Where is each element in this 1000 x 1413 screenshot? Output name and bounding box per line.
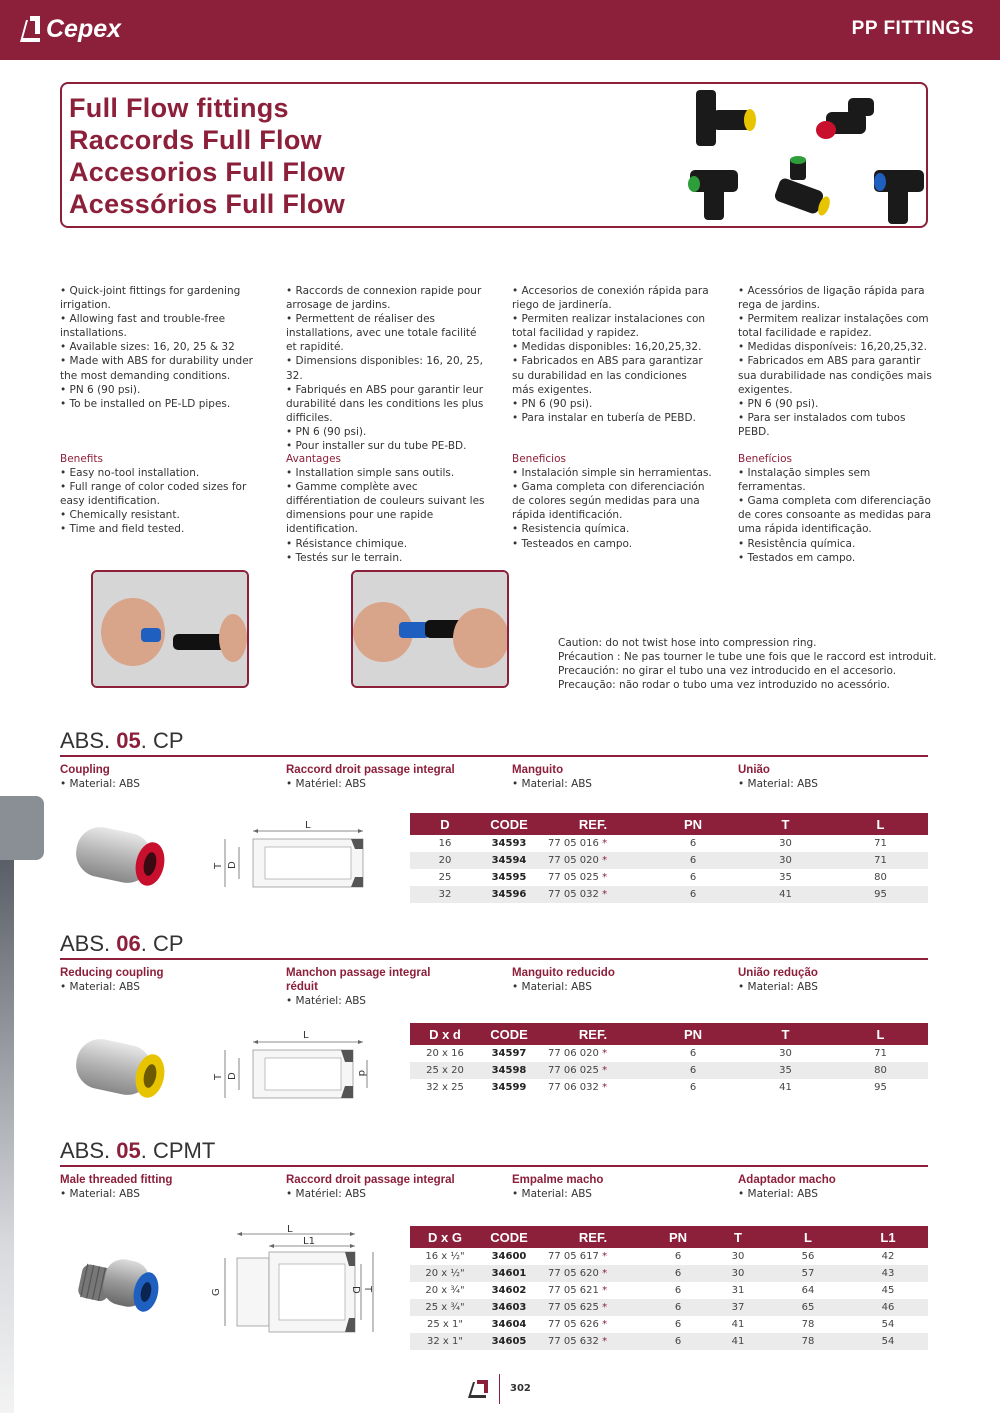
- benefits-heading: Avantages: [286, 453, 342, 465]
- benefits-column-es: [512, 452, 712, 551]
- product-material: • Material: ABS: [60, 1188, 140, 1200]
- table-cell: 34604: [480, 1316, 538, 1333]
- table-cell: 95: [833, 886, 928, 903]
- product-name-es: [512, 966, 722, 994]
- material-text: Material: ABS: [747, 981, 818, 993]
- product-name-en: [60, 1173, 270, 1201]
- coupling-red-image: [70, 820, 170, 892]
- table-row: [410, 1333, 928, 1350]
- product-name-en: [60, 966, 270, 994]
- title-line: Acessórios Full Flow: [69, 189, 346, 219]
- table-header: L: [768, 1226, 848, 1248]
- table-cell: 34602: [480, 1282, 538, 1299]
- benefit-bullet: • Installation simple sans outils.: [286, 466, 486, 480]
- section-rule: [60, 958, 928, 960]
- intro-bullet: • Para instalar en tubería de PEBD.: [512, 411, 712, 425]
- ref-text: 77 06 025: [548, 1065, 599, 1076]
- table-cell: 34600: [480, 1248, 538, 1265]
- dim-label: D: [227, 861, 238, 869]
- table-row: [410, 1248, 928, 1265]
- benefit-bullet: • Gamme complète avec différentiation de couleurs suivant les dimensions pour une rapide identification.: [286, 480, 486, 536]
- table-cell: 6: [648, 1282, 708, 1299]
- benefit-bullet: • Resistencia química.: [512, 522, 712, 536]
- table-cell: 77 05 620 *: [538, 1265, 648, 1282]
- table-header: REF.: [538, 1023, 648, 1045]
- product-material: • Matériel: ABS: [286, 778, 366, 790]
- dim-label: D: [227, 1072, 238, 1080]
- table-cell: 30: [738, 852, 833, 869]
- section-number: 06: [116, 931, 141, 956]
- product-name: Manguito: [512, 764, 564, 776]
- benefit-bullet: • Easy no-tool installation.: [60, 466, 270, 480]
- product-material: • Material: ABS: [738, 778, 818, 790]
- benefits-heading: Beneficios: [512, 453, 566, 465]
- table-cell: 34597: [480, 1045, 538, 1062]
- table-cell: 77 05 621 *: [538, 1282, 648, 1299]
- intro-bullet: • Quick-joint fittings for gardening irrigation.: [60, 284, 270, 312]
- caution-line: Precaución: no girar el tubo una vez introducido en el accesorio.: [558, 665, 897, 678]
- table-cell: 95: [833, 1079, 928, 1096]
- benefit-bullet: • Résistance chimique.: [286, 537, 486, 551]
- table-cell: 77 05 632 *: [538, 1333, 648, 1350]
- table-cell: 35: [738, 869, 833, 886]
- ref-text: 77 05 020: [548, 855, 599, 866]
- table-row: [410, 1079, 928, 1096]
- material-text: Material: ABS: [521, 778, 592, 790]
- table-row: [410, 1265, 928, 1282]
- table-cell: 77 06 032 *: [538, 1079, 648, 1096]
- product-name: Adaptador macho: [738, 1174, 836, 1186]
- table-cell: 34599: [480, 1079, 538, 1096]
- intro-bullet: • Made with ABS for durability under the most demanding conditions.: [60, 354, 270, 382]
- table-cell: 45: [848, 1282, 928, 1299]
- intro-bullet: • Fabricados en ABS para garantizar su durabilidad en las condiciones más exigentes.: [512, 354, 712, 396]
- table-cell: 71: [833, 835, 928, 852]
- product-name: Male threaded fitting: [60, 1174, 173, 1186]
- table-cell: 6: [648, 1248, 708, 1265]
- section-rule: [60, 1165, 928, 1167]
- intro-bullet: • Medidas disponibles: 16,20,25,32.: [512, 340, 712, 354]
- table-header: T: [708, 1226, 768, 1248]
- section-suffix: . CP: [140, 931, 184, 956]
- table-cell: 41: [738, 1079, 833, 1096]
- intro-bullet: • Accesorios de conexión rápida para riego de jardinería.: [512, 284, 712, 312]
- table-cell: 57: [768, 1265, 848, 1282]
- product-material: • Matériel: ABS: [286, 995, 366, 1007]
- product-name: Raccord droit passage integral: [286, 1174, 455, 1186]
- caution-line: Caution: do not twist hose into compression ring.: [558, 637, 817, 649]
- table-cell: 6: [648, 1299, 708, 1316]
- title-line: Full Flow fittings: [69, 93, 289, 123]
- table-cell: 30: [738, 1045, 833, 1062]
- fittings-product-image: [676, 84, 926, 228]
- benefit-bullet: • Instalación simple sin herramientas.: [512, 466, 712, 480]
- table-cell: 54: [848, 1316, 928, 1333]
- table-cell: 30: [738, 835, 833, 852]
- product-name: Empalme macho: [512, 1174, 604, 1186]
- table-cell: 6: [648, 1062, 738, 1079]
- table-cell: 41: [708, 1333, 768, 1350]
- table-cell: 34595: [480, 869, 538, 886]
- table-row: [410, 1062, 928, 1079]
- table-cell: 71: [833, 852, 928, 869]
- benefit-bullet: • Gama completa com diferenciação de cores consoante as medidas para uma rápida identificação.: [738, 494, 938, 536]
- material-text: Material: ABS: [747, 1188, 818, 1200]
- table-cell: 56: [768, 1248, 848, 1265]
- table-cell: 30: [708, 1248, 768, 1265]
- section-number: 05: [116, 1138, 141, 1163]
- ref-text: 77 05 032: [548, 889, 599, 900]
- benefits-column-fr: [286, 452, 486, 565]
- table-cell: 6: [648, 835, 738, 852]
- ref-text: 77 05 626: [548, 1319, 599, 1330]
- reducing-coupling-yellow-image: [70, 1032, 170, 1104]
- product-material: • Material: ABS: [60, 981, 140, 993]
- dim-label: T: [213, 862, 224, 869]
- product-name: Coupling: [60, 764, 110, 776]
- product-name-es: [512, 1173, 722, 1201]
- intro-bullet: • PN 6 (90 psi).: [512, 397, 712, 411]
- title-box: [60, 82, 928, 228]
- material-text: Material: ABS: [747, 778, 818, 790]
- dim-label: L: [287, 1224, 293, 1235]
- specs-table-abs05cpmt: [410, 1226, 928, 1350]
- table-cell: 6: [648, 869, 738, 886]
- footer-separator: [499, 1374, 500, 1404]
- table-cell: 30: [708, 1265, 768, 1282]
- product-name: Reducing coupling: [60, 967, 164, 979]
- side-tab: [0, 796, 44, 860]
- dim-label: L: [303, 1030, 309, 1041]
- table-cell: 42: [848, 1248, 928, 1265]
- table-cell: 32: [410, 886, 480, 903]
- caution-line: Precaução: não rodar o tubo uma vez introduzido no acessório.: [558, 679, 890, 692]
- table-header: REF.: [538, 1226, 648, 1248]
- product-material: • Material: ABS: [60, 778, 140, 790]
- table-header: L: [833, 813, 928, 835]
- product-material: • Matériel: ABS: [286, 1188, 366, 1200]
- installation-photo-2: [351, 570, 509, 688]
- product-name-pt: [738, 763, 948, 791]
- intro-bullet: • Acessórios de ligação rápida para rega de jardins.: [738, 284, 938, 312]
- table-header: CODE: [480, 1226, 538, 1248]
- table-row: [410, 869, 928, 886]
- specs-table-abs06cp: [410, 1023, 928, 1096]
- reducing-coupling-dimension-drawing: [205, 1022, 375, 1117]
- side-strip: [0, 860, 14, 1413]
- table-cell: 20 x 16: [410, 1045, 480, 1062]
- table-cell: 20 x ½": [410, 1265, 480, 1282]
- material-text: Matériel: ABS: [295, 995, 366, 1007]
- product-name: União redução: [738, 967, 818, 979]
- product-name-es: [512, 763, 722, 791]
- section-title-abs05cpmt: [60, 1138, 215, 1164]
- brand-logo: [18, 14, 121, 44]
- product-name-pt: [738, 966, 948, 994]
- table-cell: 34596: [480, 886, 538, 903]
- table-cell: 41: [708, 1316, 768, 1333]
- intro-bullet: • Permettent de réaliser des installations, avec une totale facilité et rapidité.: [286, 312, 486, 354]
- specs-table-abs05cp: [410, 813, 928, 903]
- table-cell: 80: [833, 869, 928, 886]
- section-prefix: ABS.: [60, 931, 117, 956]
- hands-photo-icon: [353, 572, 509, 688]
- table-row: [410, 852, 928, 869]
- table-row: [410, 1045, 928, 1062]
- product-material: • Material: ABS: [738, 1188, 818, 1200]
- cepex-logo-icon: [18, 14, 42, 44]
- dim-label: T: [362, 1286, 373, 1293]
- table-cell: 6: [648, 1265, 708, 1282]
- table-cell: 77 06 025 *: [538, 1062, 648, 1079]
- hands-photo-icon: [93, 572, 249, 688]
- table-header: PN: [648, 1226, 708, 1248]
- intro-bullet: • Medidas disponíveis: 16,20,25,32.: [738, 340, 938, 354]
- table-cell: 25 x ¾": [410, 1299, 480, 1316]
- ref-text: 77 05 625: [548, 1302, 599, 1313]
- table-header: PN: [648, 1023, 738, 1045]
- page-number: 302: [510, 1383, 531, 1394]
- section-rule: [60, 755, 928, 757]
- product-material: • Material: ABS: [512, 981, 592, 993]
- ref-text: 77 05 632: [548, 1336, 599, 1347]
- benefit-bullet: • Chemically resistant.: [60, 508, 270, 522]
- table-cell: 16 x ½": [410, 1248, 480, 1265]
- table-cell: 34601: [480, 1265, 538, 1282]
- material-text: Matériel: ABS: [295, 778, 366, 790]
- section-header-title: PP FITTINGS: [851, 18, 974, 39]
- benefit-bullet: • Instalação simples sem ferramentas.: [738, 466, 938, 494]
- table-header: REF.: [538, 813, 648, 835]
- table-header: PN: [648, 813, 738, 835]
- male-threaded-fitting-blue-image: [76, 1248, 166, 1320]
- table-row: [410, 1316, 928, 1333]
- table-cell: 37: [708, 1299, 768, 1316]
- table-header: L1: [848, 1226, 928, 1248]
- intro-column-es: [512, 284, 712, 425]
- title-line: Raccords Full Flow: [69, 125, 322, 155]
- table-cell: 32 x 1": [410, 1333, 480, 1350]
- table-cell: 77 05 626 *: [538, 1316, 648, 1333]
- ref-text: 77 05 025: [548, 872, 599, 883]
- table-cell: 34594: [480, 852, 538, 869]
- table-cell: 32 x 25: [410, 1079, 480, 1096]
- ref-text: 77 06 032: [548, 1082, 599, 1093]
- section-prefix: ABS.: [60, 728, 117, 753]
- table-cell: 78: [768, 1316, 848, 1333]
- table-header: T: [738, 1023, 833, 1045]
- table-cell: 77 05 032 *: [538, 886, 648, 903]
- table-header: D: [410, 813, 480, 835]
- product-name-fr: [286, 763, 496, 791]
- table-cell: 16: [410, 835, 480, 852]
- material-text: Material: ABS: [521, 981, 592, 993]
- table-header: CODE: [480, 1023, 538, 1045]
- table-header: D x G: [410, 1226, 480, 1248]
- intro-bullet: • Para ser instalados com tubos PEBD.: [738, 411, 938, 439]
- product-material: • Material: ABS: [512, 778, 592, 790]
- table-cell: 20 x ¾": [410, 1282, 480, 1299]
- product-name-pt: [738, 1173, 948, 1201]
- material-text: Material: ABS: [69, 778, 140, 790]
- dim-label: T: [213, 1073, 224, 1080]
- table-row: [410, 1282, 928, 1299]
- table-row: [410, 886, 928, 903]
- section-suffix: . CPMT: [140, 1138, 216, 1163]
- intro-bullet: • Fabricados em ABS para garantir sua durabilidade nas condições mais exigentes.: [738, 354, 938, 396]
- intro-bullet: • Allowing fast and trouble-free installations.: [60, 312, 270, 340]
- ref-text: 77 05 617: [548, 1251, 599, 1262]
- dim-label: L1: [303, 1236, 315, 1247]
- product-material: • Material: ABS: [512, 1188, 592, 1200]
- footer-logo-icon: [466, 1378, 492, 1400]
- product-name: União: [738, 764, 770, 776]
- male-threaded-dimension-drawing: [205, 1222, 385, 1357]
- title-lines: [69, 92, 345, 220]
- table-cell: 77 05 025 *: [538, 869, 648, 886]
- benefit-bullet: • Testados em campo.: [738, 551, 938, 565]
- section-prefix: ABS.: [60, 1138, 117, 1163]
- title-line: Accesorios Full Flow: [69, 157, 346, 187]
- table-cell: 25: [410, 869, 480, 886]
- table-cell: 77 05 016 *: [538, 835, 648, 852]
- table-cell: 35: [738, 1062, 833, 1079]
- product-name-fr: [286, 966, 456, 1008]
- ref-text: 77 05 621: [548, 1285, 599, 1296]
- benefit-bullet: • Resistência química.: [738, 537, 938, 551]
- table-header: T: [738, 813, 833, 835]
- intro-bullet: • To be installed on PE-LD pipes.: [60, 397, 270, 411]
- table-cell: 34603: [480, 1299, 538, 1316]
- product-name-fr: [286, 1173, 496, 1201]
- caution-line: Précaution : Ne pas tourner le tube une fois que le raccord est introduit.: [558, 651, 937, 664]
- table-cell: 77 05 020 *: [538, 852, 648, 869]
- table-cell: 64: [768, 1282, 848, 1299]
- section-title-abs06cp: [60, 931, 184, 957]
- benefit-bullet: • Gama completa con diferenciación de colores según medidas para una rápida identificación.: [512, 480, 712, 522]
- benefits-column-pt: [738, 452, 938, 565]
- intro-bullet: • PN 6 (90 psi).: [738, 397, 938, 411]
- table-header: D x d: [410, 1023, 480, 1045]
- coupling-dimension-drawing: [205, 815, 375, 910]
- product-name-en: [60, 763, 270, 791]
- intro-bullet: • Permitem realizar instalações com total facilidade e rapidez.: [738, 312, 938, 340]
- product-name: Raccord droit passage integral: [286, 764, 455, 776]
- table-cell: 6: [648, 1079, 738, 1096]
- benefit-bullet: • Full range of color coded sizes for easy identification.: [60, 480, 270, 508]
- table-header: CODE: [480, 813, 538, 835]
- intro-bullet: • PN 6 (90 psi).: [60, 383, 270, 397]
- product-material: • Material: ABS: [738, 981, 818, 993]
- dim-label: G: [211, 1288, 222, 1296]
- intro-bullet: • Available sizes: 16, 20, 25 & 32: [60, 340, 270, 354]
- material-text: Material: ABS: [521, 1188, 592, 1200]
- intro-column-fr: [286, 284, 486, 453]
- table-cell: 34598: [480, 1062, 538, 1079]
- intro-bullet: • Pour installer sur du tube PE-BD.: [286, 439, 486, 453]
- table-cell: 6: [648, 1045, 738, 1062]
- table-row: [410, 1299, 928, 1316]
- dim-label: D: [350, 1286, 361, 1294]
- section-title-abs05cp: [60, 728, 184, 754]
- intro-bullet: • Permiten realizar instalaciones con total facilidad y rapidez.: [512, 312, 712, 340]
- table-cell: 71: [833, 1045, 928, 1062]
- table-cell: 6: [648, 1333, 708, 1350]
- table-cell: 31: [708, 1282, 768, 1299]
- intro-column-pt: [738, 284, 938, 439]
- table-cell: 6: [648, 886, 738, 903]
- section-number: 05: [116, 728, 141, 753]
- benefits-heading: Benefícios: [738, 453, 792, 465]
- intro-bullet: • Dimensions disponibles: 16, 20, 25, 32.: [286, 354, 486, 382]
- table-cell: 41: [738, 886, 833, 903]
- brand-name: Cepex: [46, 15, 122, 43]
- table-cell: 80: [833, 1062, 928, 1079]
- intro-bullet: • Raccords de connexion rapide pour arrosage de jardins.: [286, 284, 486, 312]
- table-cell: 77 05 625 *: [538, 1299, 648, 1316]
- table-cell: 6: [648, 852, 738, 869]
- table-cell: 78: [768, 1333, 848, 1350]
- table-cell: 20: [410, 852, 480, 869]
- table-cell: 65: [768, 1299, 848, 1316]
- dim-label: L: [305, 820, 311, 831]
- table-cell: 46: [848, 1299, 928, 1316]
- table-cell: 6: [648, 1316, 708, 1333]
- product-name: Manguito reducido: [512, 967, 615, 979]
- header-bar: [0, 0, 1000, 60]
- intro-bullet: • Fabriqués en ABS pour garantir leur durabilité dans les conditions les plus difficiles.: [286, 383, 486, 425]
- ref-text: 77 06 020: [548, 1048, 599, 1059]
- installation-photo-1: [91, 570, 249, 688]
- intro-column-en: [60, 284, 270, 411]
- table-cell: 34593: [480, 835, 538, 852]
- table-cell: 25 x 20: [410, 1062, 480, 1079]
- benefits-column-en: [60, 452, 270, 537]
- benefits-heading: Benefits: [60, 453, 103, 465]
- benefit-bullet: • Time and field tested.: [60, 522, 270, 536]
- ref-text: 77 05 620: [548, 1268, 599, 1279]
- dim-label: d: [356, 1070, 367, 1077]
- material-text: Material: ABS: [69, 981, 140, 993]
- material-text: Matériel: ABS: [295, 1188, 366, 1200]
- benefit-bullet: • Testeados en campo.: [512, 537, 712, 551]
- material-text: Material: ABS: [69, 1188, 140, 1200]
- ref-text: 77 05 016: [548, 838, 599, 849]
- table-cell: 77 06 020 *: [538, 1045, 648, 1062]
- table-row: [410, 835, 928, 852]
- table-cell: 77 05 617 *: [538, 1248, 648, 1265]
- product-name: Manchon passage integral réduit: [286, 967, 431, 993]
- table-cell: 43: [848, 1265, 928, 1282]
- benefit-bullet: • Testés sur le terrain.: [286, 551, 486, 565]
- caution-note: [558, 636, 936, 692]
- table-cell: 54: [848, 1333, 928, 1350]
- table-cell: 34605: [480, 1333, 538, 1350]
- table-cell: 25 x 1": [410, 1316, 480, 1333]
- intro-bullet: • PN 6 (90 psi).: [286, 425, 486, 439]
- table-header: L: [833, 1023, 928, 1045]
- section-suffix: . CP: [140, 728, 184, 753]
